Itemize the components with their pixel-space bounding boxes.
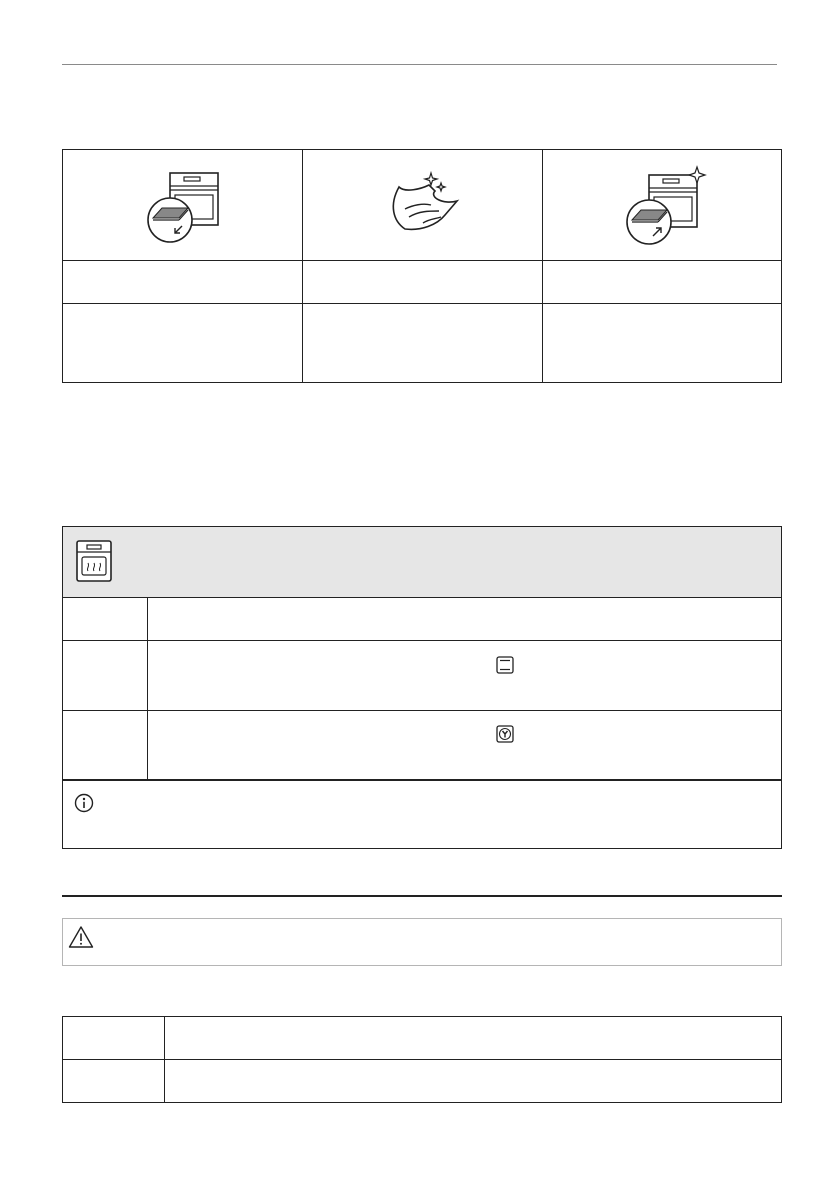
- step-label-cell: [302, 260, 542, 303]
- step-cell-clean: [302, 150, 542, 260]
- warning-icon: [68, 925, 94, 949]
- wipe-clean-icon: [377, 165, 467, 245]
- insert-accessories-icon: [617, 165, 707, 245]
- step-cell-insert: [542, 150, 781, 260]
- step-label-cell: [63, 260, 302, 303]
- info-table: [62, 1016, 782, 1103]
- step-description-cell: [63, 303, 302, 382]
- column-divider: [147, 597, 148, 780]
- fan-heat-icon: [496, 725, 514, 743]
- oven-heating-mode-icon: [76, 540, 112, 582]
- table-header: [63, 527, 781, 598]
- header-rule: [62, 64, 777, 65]
- top-bottom-heat-icon: [496, 656, 514, 674]
- row-divider: [63, 710, 781, 711]
- info-icon: [74, 793, 94, 813]
- step-description-cell: [542, 303, 781, 382]
- remove-accessories-icon: [138, 165, 228, 245]
- section-rule: [62, 895, 782, 897]
- step-label-cell: [542, 260, 781, 303]
- cleaning-steps-table: [62, 149, 782, 383]
- row-divider: [63, 779, 781, 781]
- oven-function-table: [62, 526, 782, 849]
- step-description-cell: [302, 303, 542, 382]
- step-cell-remove: [63, 150, 302, 260]
- row-divider: [63, 640, 781, 641]
- warning-box: [62, 918, 782, 966]
- row-divider: [63, 1059, 781, 1060]
